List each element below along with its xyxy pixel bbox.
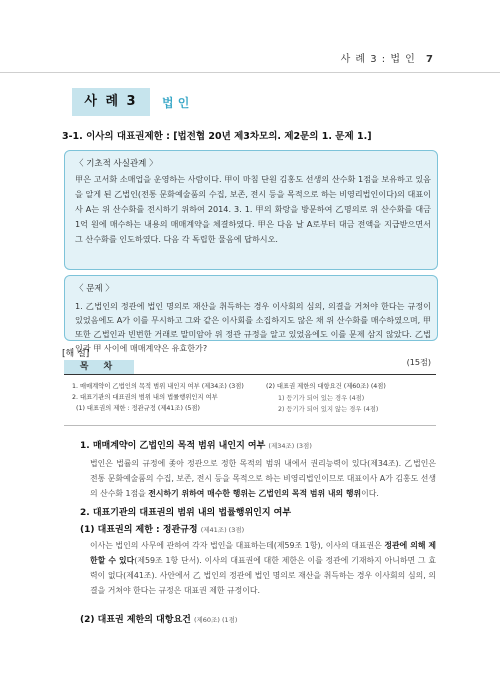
section-1-text xyxy=(90,456,436,501)
page-number: 7 xyxy=(426,54,434,65)
section-2-1-heading xyxy=(80,522,244,535)
question-heading: 3-1. 이사의 대표권제한 : [법전협 20년 제3차모의. 제2문의 1. 문제 1.] xyxy=(62,131,372,142)
question-panel-label: 〈 문제 〉 xyxy=(75,284,114,294)
section-2-title: 2. 대표기관의 대표권의 범위 내의 법률행위인지 여부 xyxy=(80,508,292,518)
commentary-label: [해 설] xyxy=(62,349,90,359)
fact-panel xyxy=(64,150,438,270)
question-panel-body xyxy=(75,299,431,369)
chapter-label: 사 례 3 xyxy=(72,88,150,116)
section-2-1-title: (1) 대표권의 제한 : 정관규정 xyxy=(80,525,198,535)
chapter-title: 법 인 xyxy=(162,96,190,110)
toc-item: 2) 등기가 되어 있지 않는 경우 (4점) xyxy=(278,406,379,413)
toc-item: (1) 대표권의 제한 : 정관규정 (제41조) (5점) xyxy=(76,405,200,412)
section-1-text-plain: 법인은 법률의 규정에 좇아 정관으로 정한 목적의 범위 내에서 권리능력이 있다(제34조). 乙법인은 전통 문화예술품의 수집, 보존, 전시 등을 목적으로 하는 비영리법인이므로 대표이사 A가 김홍도 선생의 산수화 1점을 xyxy=(90,459,436,498)
section-1-title: 1. 매매계약이 乙법인의 목적 범위 내인지 여부 xyxy=(80,441,266,451)
fact-panel-text: 甲은 고서화 소매업을 운영하는 사람이다. 甲이 마침 단원 김홍도 선생의 산수화 1점을 보유하고 있음을 알게 된 乙법인(전통 문화예술품의 수집, 보존, 전시 등을 목적으로 하는 비영리법인이다)의 대표이사 A는 위 산수화를 전시하기 위하여 2014. 3. 1. 甲의 화랑을 방문하여 乙명의로 위 산수화를 대금 1억 원에 매수하는 내용의 매매계약을 체결하였다. 甲은 다음 날 A로부터 대금 전액을 지급받으면서 그 산수화를 인도하였다. 다음 각 독립한 물음에 답하시오. xyxy=(75,174,431,244)
section-2-2-title: (2) 대표권 제한의 대항요건 xyxy=(80,615,191,625)
section-2-2-ref: (제60조) (1점) xyxy=(193,616,238,624)
section-2-1-text xyxy=(90,538,436,598)
section-1-heading xyxy=(80,438,312,451)
running-header xyxy=(341,50,434,65)
section-2-1-text-bold: 정관에 의해 제한할 수 있다 xyxy=(90,541,436,565)
toc-item: 2. 대표기관의 대표권의 범위 내의 법률행위인지 여부 xyxy=(72,394,218,401)
toc-box xyxy=(64,374,436,426)
section-1-text-bold: 전시하기 위하여 매수한 행위는 乙법인의 목적 범위 내의 행위 xyxy=(148,489,362,498)
section-2-1-text-a: 이사는 법인의 사무에 관하여 각자 법인을 대표하는데(제59조 1항), 이사의 대표권은 xyxy=(90,541,385,550)
toc-item: 1) 등기가 되어 있는 경우 (4점) xyxy=(278,395,365,402)
question-points: (15점) xyxy=(406,357,431,367)
question-text: 1. 乙법인의 정관에 법인 명의로 재산을 취득하는 경우 이사회의 심의, 의결을 거쳐야 한다는 규정이 있었음에도 A가 이를 무시하고 그와 같은 이사회를 소집하지도 않은 채 위 산수화를 매수하였으며, 甲 또한 乙법인과 빈번한 거래로 말미암아 위 정관 규정을 알고 있었음에도 이를 문제 삼지 않았다. 乙법인과 甲 사이에 매매계약은 유효한가? xyxy=(75,301,431,353)
toc-item: 1. 매매계약이 乙법인의 목적 범위 내인지 여부 (제34조) (3점) xyxy=(72,383,244,390)
toc-item: (2) 대표권 제한의 대항요건 (제60조) (4점) xyxy=(266,383,386,390)
header-divider xyxy=(0,72,500,73)
fact-panel-label: 〈 기초적 사실관계 〉 xyxy=(75,159,158,169)
toc-tab: 목 차 xyxy=(64,360,134,374)
running-header-section: 사 례 3 : 법 인 xyxy=(340,54,416,65)
section-2-1-text-b: (제59조 1항 단서). 이사의 대표권에 대한 제한은 이를 정관에 기재하지 아니하면 그 효력이 없다(제41조). 사안에서 乙 법인의 정관에 법인 명의로 재산을 취득하는 경우 이사회의 심의, 의결을 거쳐야 한다는 규정은 대표권 제한 규정이다. xyxy=(90,556,437,595)
section-1-text-end: 이다. xyxy=(361,489,379,498)
section-2-1-ref: (제41조) (3점) xyxy=(200,526,245,534)
section-1-ref: (제34조) (3점) xyxy=(268,442,312,450)
section-2-2-heading xyxy=(80,612,237,625)
